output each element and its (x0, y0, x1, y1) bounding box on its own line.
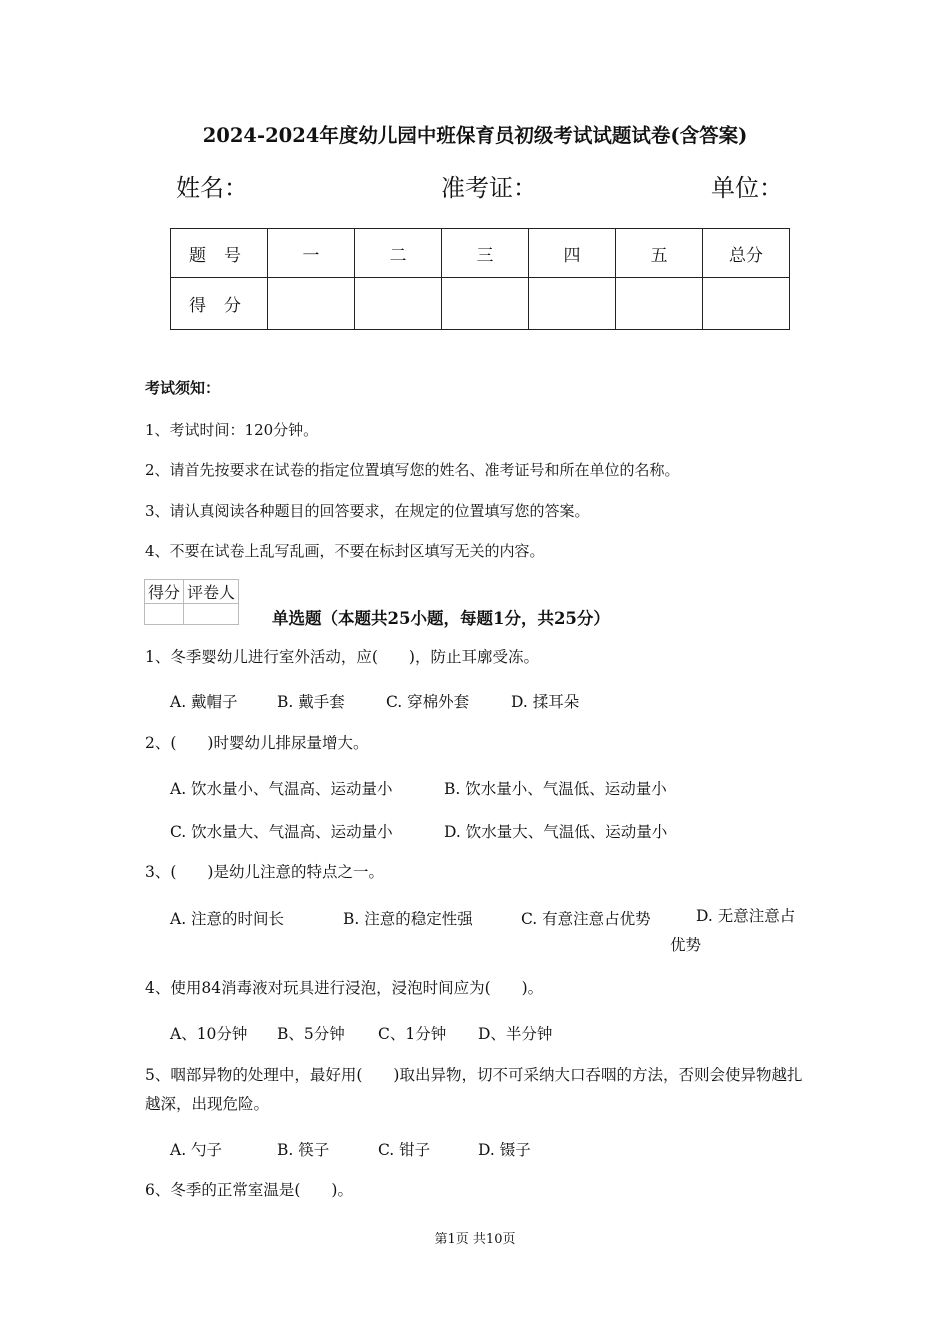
option[interactable]: C. 钳子 (378, 1141, 431, 1159)
option[interactable]: B. 筷子 (277, 1141, 330, 1159)
question-text: 6、冬季的正常室温是( )。 (145, 1181, 353, 1199)
name-label: 姓名： (176, 174, 248, 202)
option[interactable]: C、1分钟 (378, 1025, 447, 1043)
notice-item: 2、请首先按要求在试卷的指定位置填写您的姓名、准考证号和所在单位的名称。 (145, 461, 680, 479)
score-cell[interactable] (442, 278, 529, 330)
score-table-score-row (171, 278, 790, 330)
question-text: 4、使用84消毒液对玩具进行浸泡，浸泡时间应为( )。 (145, 979, 544, 997)
score-cell[interactable] (355, 278, 442, 330)
option[interactable]: D、半分钟 (478, 1025, 553, 1043)
notice-title: 考试须知： (145, 379, 221, 397)
score-cell[interactable] (268, 278, 355, 330)
option[interactable]: B. 饮水量小、气温低、运动量小 (444, 780, 667, 798)
option[interactable]: A、10分钟 (170, 1025, 248, 1043)
column-header: 三 (442, 229, 529, 278)
option[interactable]: B. 戴手套 (277, 693, 345, 711)
option[interactable]: D. 揉耳朵 (511, 693, 580, 711)
grader-box (144, 579, 239, 625)
exam-number-label: 准考证： (441, 174, 537, 202)
column-header: 总分 (703, 229, 790, 278)
option[interactable]: B. 注意的稳定性强 (343, 910, 473, 928)
score-table-header-row (171, 229, 790, 278)
grader-score-cell[interactable] (145, 604, 184, 625)
question-text: 3、( )是幼儿注意的特点之一。 (145, 863, 384, 881)
question-text: 5、咽部异物的处理中，最好用( )取出异物，切不可采纳大口吞咽的方法，否则会使异物越扎越深，出现危险。 (145, 1066, 803, 1113)
grader-reviewer-label: 评卷人 (184, 580, 239, 604)
question-text: 2、( )时婴幼儿排尿量增大。 (145, 734, 369, 752)
column-header: 五 (616, 229, 703, 278)
column-header: 四 (529, 229, 616, 278)
exam-title: 2024-2024年度幼儿园中班保育员初级考试试题试卷(含答案) (202, 124, 748, 147)
option[interactable]: A. 注意的时间长 (170, 910, 285, 928)
option[interactable]: D. 饮水量大、气温低、运动量小 (444, 823, 668, 841)
option[interactable]: C. 有意注意占优势 (521, 910, 651, 928)
grader-reviewer-cell[interactable] (184, 604, 239, 625)
unit-label: 单位： (711, 174, 783, 202)
question-number-header: 题号 (171, 229, 268, 278)
option[interactable]: C. 饮水量大、气温高、运动量小 (170, 823, 393, 841)
option[interactable]: C. 穿棉外套 (386, 693, 470, 711)
notice-item: 4、不要在试卷上乱写乱画，不要在标封区填写无关的内容。 (145, 542, 545, 560)
page-footer: 第1页 共10页 (434, 1232, 516, 1247)
option[interactable]: A. 戴帽子 (170, 693, 238, 711)
score-cell[interactable] (529, 278, 616, 330)
section-title: 单选题（本题共25小题，每题1分，共25分） (272, 609, 610, 628)
option[interactable]: A. 饮水量小、气温高、运动量小 (170, 780, 393, 798)
score-table (170, 228, 790, 330)
option[interactable]: B、5分钟 (277, 1025, 345, 1043)
option[interactable]: D. 镊子 (478, 1141, 531, 1159)
score-cell[interactable] (616, 278, 703, 330)
score-row-header: 得分 (171, 278, 268, 330)
column-header: 二 (355, 229, 442, 278)
notice-item: 3、请认真阅读各种题目的回答要求，在规定的位置填写您的答案。 (145, 502, 590, 520)
question-text: 1、冬季婴幼儿进行室外活动，应( )，防止耳廓受冻。 (145, 648, 539, 666)
option[interactable]: A. 勺子 (170, 1141, 223, 1159)
grader-score-label: 得分 (145, 580, 184, 604)
score-cell[interactable] (703, 278, 790, 330)
option[interactable]: D. 无意注意占优势 (670, 907, 796, 954)
column-header: 一 (268, 229, 355, 278)
notice-item: 1、考试时间：120分钟。 (145, 421, 319, 439)
